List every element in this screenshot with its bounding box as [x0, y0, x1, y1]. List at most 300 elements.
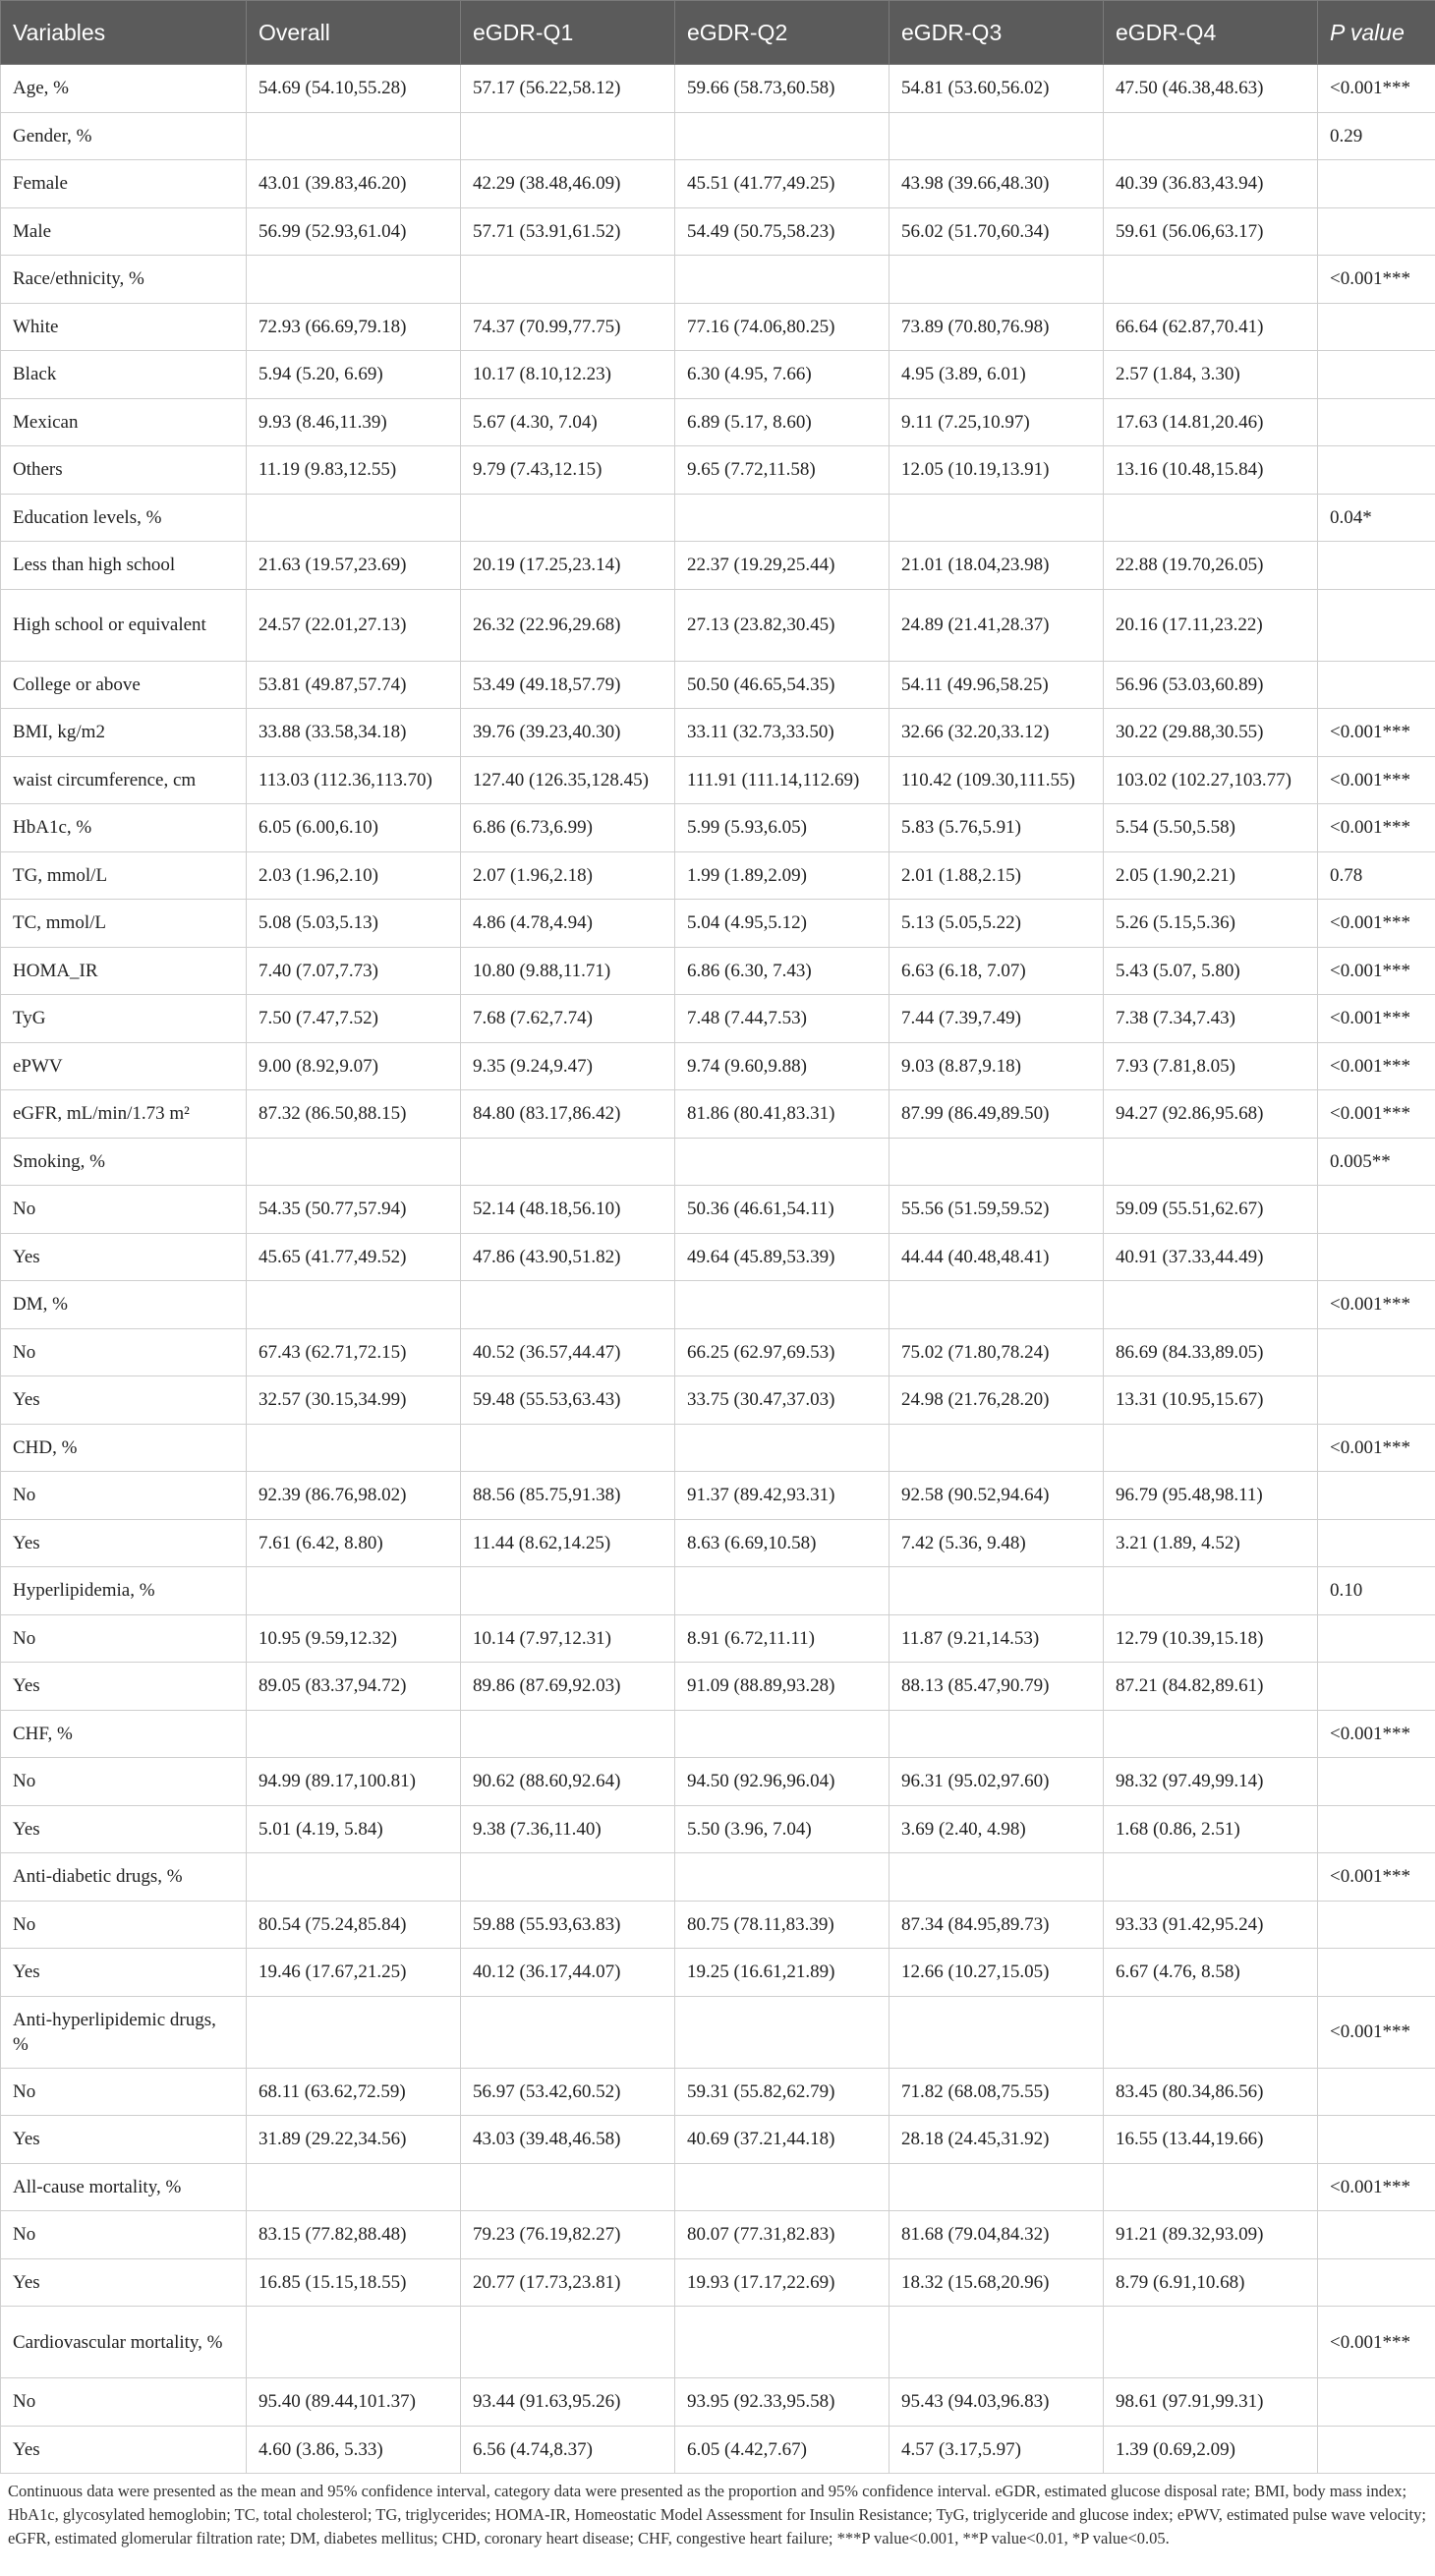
egdr-q3-cell: 12.66 (10.27,15.05)	[890, 1949, 1104, 1997]
overall-cell: 7.40 (7.07,7.73)	[247, 947, 461, 995]
p-value-cell	[1318, 1472, 1435, 1520]
egdr-q1-cell: 47.86 (43.90,51.82)	[461, 1233, 675, 1281]
egdr-q4-cell: 47.50 (46.38,48.63)	[1104, 65, 1318, 113]
egdr-q2-cell: 81.86 (80.41,83.31)	[675, 1090, 890, 1139]
overall-cell: 113.03 (112.36,113.70)	[247, 756, 461, 804]
p-value-cell: <0.001***	[1318, 995, 1435, 1043]
table-row	[1, 2068, 1435, 2116]
overall-cell: 89.05 (83.37,94.72)	[247, 1663, 461, 1711]
p-value-cell	[1318, 351, 1435, 399]
p-value-cell	[1318, 1519, 1435, 1567]
variable-cell: HOMA_IR	[1, 947, 247, 995]
egdr-q4-cell	[1104, 1281, 1318, 1329]
overall-cell: 72.93 (66.69,79.18)	[247, 303, 461, 351]
egdr-q3-cell: 95.43 (94.03,96.83)	[890, 2378, 1104, 2427]
egdr-q1-cell: 39.76 (39.23,40.30)	[461, 709, 675, 757]
table-row	[1, 2163, 1435, 2211]
variable-cell: Yes	[1, 2116, 247, 2164]
variable-cell: High school or equivalent	[1, 589, 247, 661]
egdr-q1-cell: 10.14 (7.97,12.31)	[461, 1614, 675, 1663]
header-overall: Overall	[247, 1, 461, 65]
egdr-q2-cell: 59.31 (55.82,62.79)	[675, 2068, 890, 2116]
overall-cell	[247, 2307, 461, 2378]
p-value-cell	[1318, 1376, 1435, 1425]
egdr-q3-cell	[890, 1424, 1104, 1472]
egdr-q2-cell: 33.75 (30.47,37.03)	[675, 1376, 890, 1425]
egdr-q2-cell	[675, 2307, 890, 2378]
egdr-q1-cell: 20.77 (17.73,23.81)	[461, 2258, 675, 2307]
egdr-q1-cell	[461, 1567, 675, 1615]
egdr-q2-cell	[675, 1996, 890, 2068]
table-row	[1, 1090, 1435, 1139]
table-footnote: Continuous data were presented as the mean and 95% confidence interval, category data were presented as the proportion and 95% confidence interval. eGDR, estimated glucose disposal rate; BMI, body mass index; HbA1c, glycosylated hemoglobin; TC, total cholesterol; TG, triglycerides; HOMA-IR, Homeostatic Model Assessment for Insulin Resistance; TyG, triglyceride and glucose index; ePWV, estimated pulse wave velocity; eGFR, estimated glomerular filtration rate; DM, diabetes mellitus; CHD, coronary heart disease; CHF, congestive heart failure; ***P value<0.001, **P value<0.01, *P value<0.05.	[8, 2482, 1426, 2547]
p-value-cell: 0.78	[1318, 851, 1435, 900]
variable-cell: TG, mmol/L	[1, 851, 247, 900]
egdr-q3-cell	[890, 1996, 1104, 2068]
variable-cell: Race/ethnicity, %	[1, 256, 247, 304]
p-value-cell: <0.001***	[1318, 804, 1435, 852]
egdr-q1-cell	[461, 1424, 675, 1472]
overall-cell: 54.69 (54.10,55.28)	[247, 65, 461, 113]
egdr-q2-cell: 9.74 (9.60,9.88)	[675, 1042, 890, 1090]
egdr-q1-cell: 93.44 (91.63,95.26)	[461, 2378, 675, 2427]
overall-cell	[247, 1281, 461, 1329]
variable-cell: No	[1, 1186, 247, 1234]
egdr-q4-cell	[1104, 494, 1318, 542]
egdr-q4-cell	[1104, 1853, 1318, 1902]
table-row	[1, 1424, 1435, 1472]
egdr-q2-cell: 59.66 (58.73,60.58)	[675, 65, 890, 113]
egdr-q4-cell: 30.22 (29.88,30.55)	[1104, 709, 1318, 757]
overall-cell: 45.65 (41.77,49.52)	[247, 1233, 461, 1281]
egdr-q3-cell: 3.69 (2.40, 4.98)	[890, 1805, 1104, 1853]
overall-cell: 21.63 (19.57,23.69)	[247, 542, 461, 590]
overall-cell: 31.89 (29.22,34.56)	[247, 2116, 461, 2164]
egdr-q4-cell: 93.33 (91.42,95.24)	[1104, 1901, 1318, 1949]
egdr-q1-cell: 6.56 (4.74,8.37)	[461, 2426, 675, 2474]
egdr-q1-cell	[461, 2307, 675, 2378]
egdr-q4-cell: 2.05 (1.90,2.21)	[1104, 851, 1318, 900]
overall-cell	[247, 1710, 461, 1758]
table-row	[1, 1758, 1435, 1806]
egdr-q3-cell: 32.66 (32.20,33.12)	[890, 709, 1104, 757]
egdr-q1-cell: 20.19 (17.25,23.14)	[461, 542, 675, 590]
egdr-q2-cell	[675, 1424, 890, 1472]
egdr-q2-cell: 40.69 (37.21,44.18)	[675, 2116, 890, 2164]
variable-cell: Gender, %	[1, 112, 247, 160]
overall-cell: 16.85 (15.15,18.55)	[247, 2258, 461, 2307]
overall-cell: 7.50 (7.47,7.52)	[247, 995, 461, 1043]
egdr-q4-cell: 5.54 (5.50,5.58)	[1104, 804, 1318, 852]
p-value-cell: <0.001***	[1318, 900, 1435, 948]
egdr-q4-cell: 13.16 (10.48,15.84)	[1104, 446, 1318, 495]
p-value-cell: <0.001***	[1318, 65, 1435, 113]
table-row	[1, 1376, 1435, 1425]
egdr-q1-cell: 59.88 (55.93,63.83)	[461, 1901, 675, 1949]
egdr-q3-cell: 18.32 (15.68,20.96)	[890, 2258, 1104, 2307]
overall-cell: 56.99 (52.93,61.04)	[247, 207, 461, 256]
egdr-q3-cell: 5.83 (5.76,5.91)	[890, 804, 1104, 852]
variable-cell: Yes	[1, 1519, 247, 1567]
p-value-cell	[1318, 1233, 1435, 1281]
p-value-cell	[1318, 2258, 1435, 2307]
egdr-q1-cell: 6.86 (6.73,6.99)	[461, 804, 675, 852]
variable-cell: BMI, kg/m2	[1, 709, 247, 757]
egdr-q2-cell	[675, 112, 890, 160]
variable-cell: Male	[1, 207, 247, 256]
egdr-q1-cell: 9.38 (7.36,11.40)	[461, 1805, 675, 1853]
table-row	[1, 1042, 1435, 1090]
overall-cell: 92.39 (86.76,98.02)	[247, 1472, 461, 1520]
overall-cell	[247, 1853, 461, 1902]
table-row	[1, 1281, 1435, 1329]
p-value-cell	[1318, 1614, 1435, 1663]
table-row	[1, 351, 1435, 399]
egdr-q1-cell: 10.17 (8.10,12.23)	[461, 351, 675, 399]
egdr-q1-cell: 127.40 (126.35,128.45)	[461, 756, 675, 804]
overall-cell: 24.57 (22.01,27.13)	[247, 589, 461, 661]
p-value-cell: <0.001***	[1318, 756, 1435, 804]
variable-cell: Female	[1, 160, 247, 208]
variable-cell: Yes	[1, 2426, 247, 2474]
egdr-q3-cell: 6.63 (6.18, 7.07)	[890, 947, 1104, 995]
p-value-cell	[1318, 1328, 1435, 1376]
egdr-q3-cell	[890, 2163, 1104, 2211]
variable-cell: Smoking, %	[1, 1138, 247, 1186]
overall-cell: 11.19 (9.83,12.55)	[247, 446, 461, 495]
table-header	[1, 1, 1435, 65]
egdr-q4-cell: 20.16 (17.11,23.22)	[1104, 589, 1318, 661]
egdr-q2-cell	[675, 1281, 890, 1329]
egdr-q3-cell: 7.44 (7.39,7.49)	[890, 995, 1104, 1043]
header-p-value	[1318, 1, 1435, 65]
egdr-q4-cell: 1.39 (0.69,2.09)	[1104, 2426, 1318, 2474]
egdr-q3-cell: 11.87 (9.21,14.53)	[890, 1614, 1104, 1663]
variable-cell: Black	[1, 351, 247, 399]
egdr-q3-cell: 81.68 (79.04,84.32)	[890, 2211, 1104, 2259]
egdr-q4-cell: 17.63 (14.81,20.46)	[1104, 398, 1318, 446]
header-egdr-q3: eGDR-Q3	[890, 1, 1104, 65]
variable-cell: Mexican	[1, 398, 247, 446]
egdr-q3-cell	[890, 1567, 1104, 1615]
table-row	[1, 2211, 1435, 2259]
table-row	[1, 1949, 1435, 1997]
table-row	[1, 303, 1435, 351]
table-row	[1, 2378, 1435, 2427]
egdr-q4-cell: 7.93 (7.81,8.05)	[1104, 1042, 1318, 1090]
table-row	[1, 1328, 1435, 1376]
egdr-q4-cell: 1.68 (0.86, 2.51)	[1104, 1805, 1318, 1853]
egdr-q2-cell	[675, 494, 890, 542]
egdr-q3-cell	[890, 112, 1104, 160]
egdr-q3-cell: 87.99 (86.49,89.50)	[890, 1090, 1104, 1139]
egdr-q4-cell: 12.79 (10.39,15.18)	[1104, 1614, 1318, 1663]
egdr-q3-cell: 2.01 (1.88,2.15)	[890, 851, 1104, 900]
variable-cell: No	[1, 1758, 247, 1806]
egdr-q4-cell: 7.38 (7.34,7.43)	[1104, 995, 1318, 1043]
overall-cell: 5.01 (4.19, 5.84)	[247, 1805, 461, 1853]
egdr-q1-cell: 53.49 (49.18,57.79)	[461, 661, 675, 709]
egdr-q2-cell	[675, 256, 890, 304]
egdr-q3-cell	[890, 256, 1104, 304]
p-value-cell: <0.001***	[1318, 2163, 1435, 2211]
egdr-q2-cell: 54.49 (50.75,58.23)	[675, 207, 890, 256]
egdr-q2-cell: 45.51 (41.77,49.25)	[675, 160, 890, 208]
table-row	[1, 1472, 1435, 1520]
egdr-q3-cell: 7.42 (5.36, 9.48)	[890, 1519, 1104, 1567]
overall-cell: 32.57 (30.15,34.99)	[247, 1376, 461, 1425]
overall-cell: 33.88 (33.58,34.18)	[247, 709, 461, 757]
egdr-q1-cell: 74.37 (70.99,77.75)	[461, 303, 675, 351]
table-row	[1, 709, 1435, 757]
egdr-q3-cell: 73.89 (70.80,76.98)	[890, 303, 1104, 351]
egdr-q4-cell	[1104, 256, 1318, 304]
egdr-q1-cell: 52.14 (48.18,56.10)	[461, 1186, 675, 1234]
egdr-q4-cell: 66.64 (62.87,70.41)	[1104, 303, 1318, 351]
variable-cell: No	[1, 2211, 247, 2259]
p-value-cell	[1318, 303, 1435, 351]
table-row	[1, 1901, 1435, 1949]
egdr-q1-cell: 9.79 (7.43,12.15)	[461, 446, 675, 495]
egdr-q3-cell: 87.34 (84.95,89.73)	[890, 1901, 1104, 1949]
table-row	[1, 112, 1435, 160]
table-row	[1, 661, 1435, 709]
egdr-q1-cell	[461, 1710, 675, 1758]
egdr-q3-cell	[890, 1710, 1104, 1758]
egdr-q3-cell	[890, 1281, 1104, 1329]
header-p-value-label: P value	[1330, 19, 1405, 45]
variable-cell: CHD, %	[1, 1424, 247, 1472]
egdr-q4-cell: 91.21 (89.32,93.09)	[1104, 2211, 1318, 2259]
overall-cell	[247, 112, 461, 160]
header-row	[1, 1, 1435, 65]
variable-cell: White	[1, 303, 247, 351]
egdr-q1-cell: 84.80 (83.17,86.42)	[461, 1090, 675, 1139]
table-row	[1, 851, 1435, 900]
table-row	[1, 207, 1435, 256]
egdr-q3-cell: 5.13 (5.05,5.22)	[890, 900, 1104, 948]
egdr-q1-cell: 10.80 (9.88,11.71)	[461, 947, 675, 995]
egdr-q1-cell: 9.35 (9.24,9.47)	[461, 1042, 675, 1090]
egdr-q4-cell: 13.31 (10.95,15.67)	[1104, 1376, 1318, 1425]
p-value-cell	[1318, 661, 1435, 709]
egdr-q3-cell: 96.31 (95.02,97.60)	[890, 1758, 1104, 1806]
egdr-q1-cell: 11.44 (8.62,14.25)	[461, 1519, 675, 1567]
table-row	[1, 398, 1435, 446]
variable-cell: No	[1, 2378, 247, 2427]
table-row	[1, 1186, 1435, 1234]
egdr-q1-cell: 56.97 (53.42,60.52)	[461, 2068, 675, 2116]
egdr-q2-cell: 111.91 (111.14,112.69)	[675, 756, 890, 804]
egdr-q4-cell: 56.96 (53.03,60.89)	[1104, 661, 1318, 709]
egdr-q2-cell: 6.86 (6.30, 7.43)	[675, 947, 890, 995]
variable-cell: No	[1, 1901, 247, 1949]
egdr-q3-cell: 71.82 (68.08,75.55)	[890, 2068, 1104, 2116]
egdr-q3-cell: 24.98 (21.76,28.20)	[890, 1376, 1104, 1425]
overall-cell	[247, 1996, 461, 2068]
overall-cell: 5.94 (5.20, 6.69)	[247, 351, 461, 399]
overall-cell	[247, 256, 461, 304]
egdr-q1-cell: 42.29 (38.48,46.09)	[461, 160, 675, 208]
egdr-q1-cell	[461, 256, 675, 304]
egdr-q2-cell: 6.05 (4.42,7.67)	[675, 2426, 890, 2474]
egdr-q4-cell	[1104, 1138, 1318, 1186]
egdr-q4-cell	[1104, 112, 1318, 160]
variable-cell: Cardiovascular mortality, %	[1, 2307, 247, 2378]
egdr-q1-cell: 57.71 (53.91,61.52)	[461, 207, 675, 256]
p-value-cell: <0.001***	[1318, 709, 1435, 757]
variable-cell: Yes	[1, 1376, 247, 1425]
p-value-cell: <0.001***	[1318, 256, 1435, 304]
egdr-q4-cell	[1104, 1424, 1318, 1472]
variable-cell: DM, %	[1, 1281, 247, 1329]
variable-cell: All-cause mortality, %	[1, 2163, 247, 2211]
p-value-cell	[1318, 160, 1435, 208]
p-value-cell	[1318, 1186, 1435, 1234]
egdr-q2-cell: 22.37 (19.29,25.44)	[675, 542, 890, 590]
egdr-q1-cell: 90.62 (88.60,92.64)	[461, 1758, 675, 1806]
egdr-q3-cell: 54.11 (49.96,58.25)	[890, 661, 1104, 709]
p-value-cell	[1318, 2116, 1435, 2164]
egdr-q2-cell: 91.09 (88.89,93.28)	[675, 1663, 890, 1711]
egdr-q1-cell: 59.48 (55.53,63.43)	[461, 1376, 675, 1425]
egdr-q3-cell: 88.13 (85.47,90.79)	[890, 1663, 1104, 1711]
p-value-cell	[1318, 1663, 1435, 1711]
variable-cell: No	[1, 1472, 247, 1520]
egdr-q2-cell: 5.99 (5.93,6.05)	[675, 804, 890, 852]
egdr-q4-cell	[1104, 1710, 1318, 1758]
egdr-q1-cell	[461, 1853, 675, 1902]
table-row	[1, 2258, 1435, 2307]
overall-cell: 53.81 (49.87,57.74)	[247, 661, 461, 709]
p-value-cell	[1318, 1805, 1435, 1853]
egdr-q2-cell: 93.95 (92.33,95.58)	[675, 2378, 890, 2427]
overall-cell: 9.93 (8.46,11.39)	[247, 398, 461, 446]
egdr-q4-cell: 59.09 (55.51,62.67)	[1104, 1186, 1318, 1234]
table-row	[1, 1233, 1435, 1281]
p-value-cell: <0.001***	[1318, 1090, 1435, 1139]
egdr-q2-cell: 50.36 (46.61,54.11)	[675, 1186, 890, 1234]
egdr-q4-cell: 16.55 (13.44,19.66)	[1104, 2116, 1318, 2164]
egdr-q3-cell: 21.01 (18.04,23.98)	[890, 542, 1104, 590]
egdr-q1-cell: 40.12 (36.17,44.07)	[461, 1949, 675, 1997]
variable-cell: waist circumference, cm	[1, 756, 247, 804]
overall-cell: 7.61 (6.42, 8.80)	[247, 1519, 461, 1567]
egdr-q1-cell: 26.32 (22.96,29.68)	[461, 589, 675, 661]
table-row	[1, 160, 1435, 208]
overall-cell: 9.00 (8.92,9.07)	[247, 1042, 461, 1090]
egdr-q2-cell: 80.75 (78.11,83.39)	[675, 1901, 890, 1949]
egdr-q1-cell: 79.23 (76.19,82.27)	[461, 2211, 675, 2259]
header-egdr-q2: eGDR-Q2	[675, 1, 890, 65]
variable-cell: Others	[1, 446, 247, 495]
egdr-q4-cell: 40.91 (37.33,44.49)	[1104, 1233, 1318, 1281]
overall-cell: 68.11 (63.62,72.59)	[247, 2068, 461, 2116]
variable-cell: Yes	[1, 2258, 247, 2307]
p-value-cell: <0.001***	[1318, 1853, 1435, 1902]
table-row	[1, 256, 1435, 304]
overall-cell	[247, 494, 461, 542]
p-value-cell	[1318, 2426, 1435, 2474]
egdr-q1-cell	[461, 1138, 675, 1186]
variable-cell: Yes	[1, 1233, 247, 1281]
egdr-q3-cell	[890, 1853, 1104, 1902]
egdr-q3-cell: 28.18 (24.45,31.92)	[890, 2116, 1104, 2164]
egdr-q1-cell: 43.03 (39.48,46.58)	[461, 2116, 675, 2164]
egdr-q3-cell: 9.11 (7.25,10.97)	[890, 398, 1104, 446]
table-row	[1, 1138, 1435, 1186]
egdr-q3-cell: 43.98 (39.66,48.30)	[890, 160, 1104, 208]
table-row	[1, 804, 1435, 852]
overall-cell: 43.01 (39.83,46.20)	[247, 160, 461, 208]
overall-cell: 10.95 (9.59,12.32)	[247, 1614, 461, 1663]
egdr-q2-cell	[675, 2163, 890, 2211]
egdr-q4-cell: 94.27 (92.86,95.68)	[1104, 1090, 1318, 1139]
overall-cell: 5.08 (5.03,5.13)	[247, 900, 461, 948]
p-value-cell: <0.001***	[1318, 1424, 1435, 1472]
egdr-q3-cell	[890, 494, 1104, 542]
variable-cell: ePWV	[1, 1042, 247, 1090]
table-row	[1, 1567, 1435, 1615]
egdr-q1-cell	[461, 2163, 675, 2211]
p-value-cell: <0.001***	[1318, 1710, 1435, 1758]
egdr-q3-cell: 12.05 (10.19,13.91)	[890, 446, 1104, 495]
egdr-q3-cell: 75.02 (71.80,78.24)	[890, 1328, 1104, 1376]
overall-cell: 94.99 (89.17,100.81)	[247, 1758, 461, 1806]
overall-cell	[247, 1138, 461, 1186]
egdr-q3-cell: 92.58 (90.52,94.64)	[890, 1472, 1104, 1520]
table-row	[1, 2307, 1435, 2378]
variable-cell: Age, %	[1, 65, 247, 113]
egdr-q3-cell: 4.95 (3.89, 6.01)	[890, 351, 1104, 399]
overall-cell: 2.03 (1.96,2.10)	[247, 851, 461, 900]
table-row	[1, 65, 1435, 113]
table-row	[1, 1519, 1435, 1567]
p-value-cell	[1318, 446, 1435, 495]
egdr-q2-cell	[675, 1710, 890, 1758]
variable-cell: Anti-hyperlipidemic drugs, %	[1, 1996, 247, 2068]
p-value-cell: 0.04*	[1318, 494, 1435, 542]
overall-cell	[247, 1567, 461, 1615]
egdr-q1-cell: 40.52 (36.57,44.47)	[461, 1328, 675, 1376]
p-value-cell	[1318, 1949, 1435, 1997]
egdr-q2-cell	[675, 1853, 890, 1902]
egdr-q2-cell: 9.65 (7.72,11.58)	[675, 446, 890, 495]
p-value-cell: <0.001***	[1318, 947, 1435, 995]
egdr-q2-cell: 77.16 (74.06,80.25)	[675, 303, 890, 351]
egdr-q2-cell: 5.04 (4.95,5.12)	[675, 900, 890, 948]
egdr-q1-cell: 89.86 (87.69,92.03)	[461, 1663, 675, 1711]
egdr-q4-cell: 96.79 (95.48,98.11)	[1104, 1472, 1318, 1520]
egdr-q4-cell	[1104, 1567, 1318, 1615]
egdr-q3-cell: 54.81 (53.60,56.02)	[890, 65, 1104, 113]
variable-cell: HbA1c, %	[1, 804, 247, 852]
header-egdr-q1: eGDR-Q1	[461, 1, 675, 65]
egdr-q3-cell: 24.89 (21.41,28.37)	[890, 589, 1104, 661]
egdr-q3-cell: 44.44 (40.48,48.41)	[890, 1233, 1104, 1281]
table-row	[1, 1853, 1435, 1902]
egdr-q2-cell: 94.50 (92.96,96.04)	[675, 1758, 890, 1806]
overall-cell: 95.40 (89.44,101.37)	[247, 2378, 461, 2427]
egdr-q2-cell: 19.25 (16.61,21.89)	[675, 1949, 890, 1997]
table-row	[1, 1614, 1435, 1663]
variable-cell: Anti-diabetic drugs, %	[1, 1853, 247, 1902]
table-row	[1, 494, 1435, 542]
p-value-cell	[1318, 398, 1435, 446]
p-value-cell: 0.005**	[1318, 1138, 1435, 1186]
egdr-q4-cell: 8.79 (6.91,10.68)	[1104, 2258, 1318, 2307]
overall-cell: 80.54 (75.24,85.84)	[247, 1901, 461, 1949]
